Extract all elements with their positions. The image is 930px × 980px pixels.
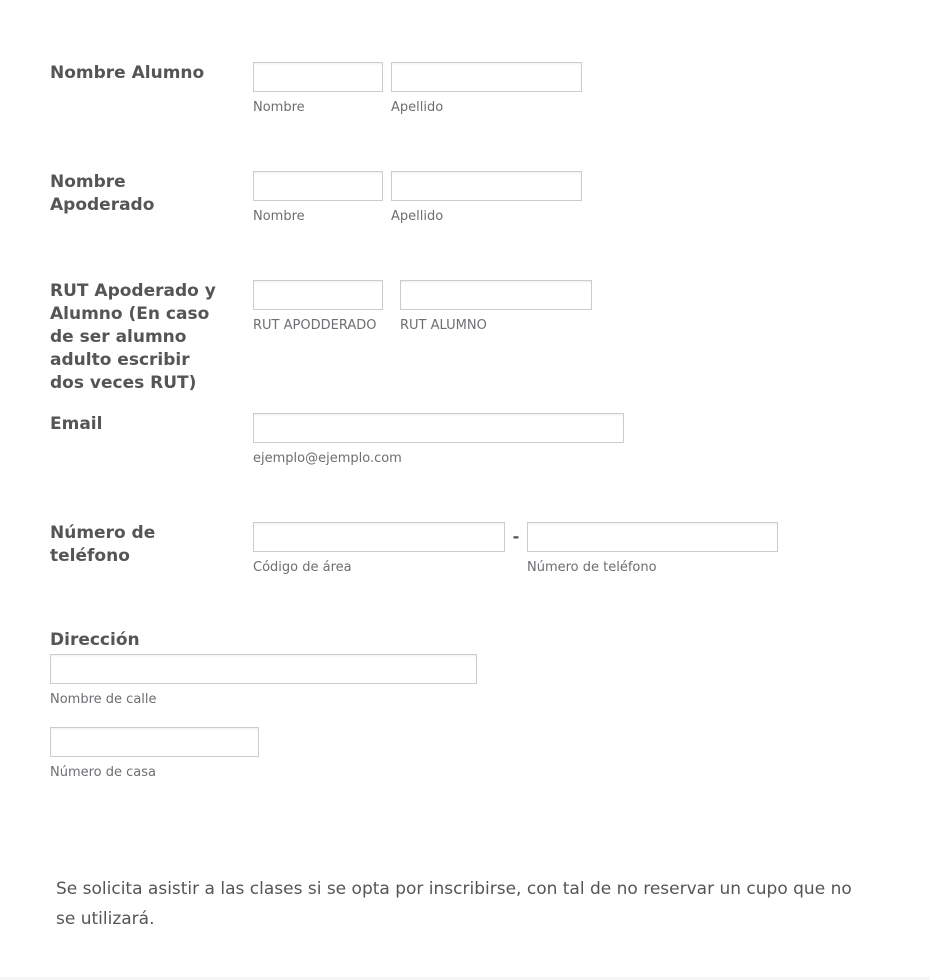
- phone-label: Número de teléfono: [50, 523, 156, 566]
- form-row-guardian-name: [50, 171, 880, 224]
- area-code-sublabel: Código de área: [253, 560, 352, 575]
- rut-fields: [253, 280, 592, 333]
- student-first-name-sublabel: Nombre: [253, 100, 305, 115]
- rut-guardian-input[interactable]: [253, 280, 383, 310]
- guardian-last-name-input[interactable]: [391, 171, 582, 201]
- rut-label: RUT Apoderado y Alumno (En caso de ser alumno adulto escribir dos veces RUT): [50, 281, 216, 393]
- form-row-student-name: [50, 62, 880, 115]
- phone-number-group: [527, 522, 778, 575]
- email-fields: [253, 413, 624, 466]
- guardian-first-name-sublabel: Nombre: [253, 209, 305, 224]
- house-number-input[interactable]: [50, 727, 259, 757]
- guardian-last-name-group: [391, 171, 582, 224]
- student-last-name-sublabel: Apellido: [391, 100, 444, 115]
- student-first-name-input[interactable]: [253, 62, 383, 92]
- phone-separator-dash: -: [512, 527, 520, 546]
- street-name-sublabel: Nombre de calle: [50, 692, 157, 707]
- guardian-first-name-group: [253, 171, 383, 224]
- rut-student-sublabel: RUT ALUMNO: [400, 318, 487, 333]
- email-input[interactable]: [253, 413, 624, 443]
- rut-student-group: [400, 280, 592, 333]
- rut-guardian-sublabel: RUT APODDERADO: [253, 318, 377, 333]
- email-group: [253, 413, 624, 466]
- note-text: Se solicita asistir a las clases si se opta por inscribirse, con tal de no reservar un cupo que no se utilizará.: [56, 879, 852, 929]
- rut-student-input[interactable]: [400, 280, 592, 310]
- student-first-name-group: [253, 62, 383, 115]
- guardian-first-name-input[interactable]: [253, 171, 383, 201]
- street-name-group: [50, 654, 477, 707]
- rut-guardian-group: [253, 280, 383, 333]
- student-last-name-input[interactable]: [391, 62, 582, 92]
- student-name-fields: [253, 62, 582, 115]
- guardian-name-label: Nombre Apoderado: [50, 172, 155, 215]
- guardian-name-fields: [253, 171, 582, 224]
- student-name-label: Nombre Alumno: [50, 63, 205, 83]
- address-label: Dirección: [50, 630, 140, 650]
- phone-number-input[interactable]: [527, 522, 778, 552]
- student-last-name-group: [391, 62, 582, 115]
- form-row-address: [50, 629, 880, 780]
- guardian-last-name-sublabel: Apellido: [391, 209, 444, 224]
- email-label: Email: [50, 414, 103, 434]
- area-code-group: [253, 522, 505, 575]
- email-sublabel: ejemplo@ejemplo.com: [253, 451, 402, 466]
- form-row-rut: [50, 280, 880, 395]
- form-row-email: [50, 413, 880, 466]
- street-name-input[interactable]: [50, 654, 477, 684]
- area-code-input[interactable]: [253, 522, 505, 552]
- form-row-phone: [50, 522, 880, 575]
- phone-fields: [253, 522, 778, 575]
- phone-number-sublabel: Número de teléfono: [527, 560, 657, 575]
- house-number-sublabel: Número de casa: [50, 765, 157, 780]
- house-number-group: [50, 727, 259, 780]
